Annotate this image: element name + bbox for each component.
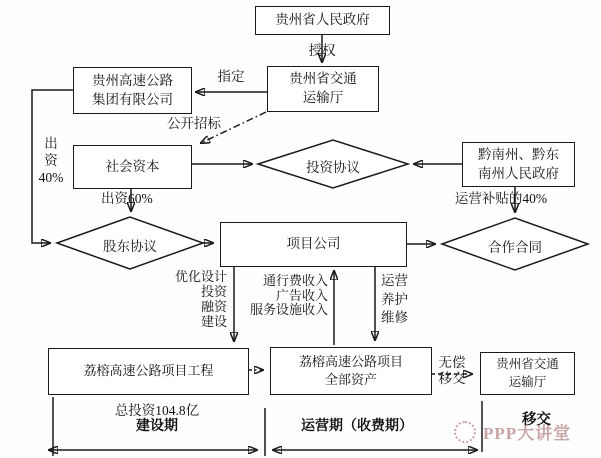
label-total-investment: 总投资104.8亿 [114, 403, 200, 418]
label-construction-period: 建设期 [136, 419, 178, 434]
label-operation-subsidy: 运营补贴的40% [454, 191, 548, 206]
label-designate: 指定 [217, 69, 245, 84]
diamond-label-cooperation-contract: 合作合同 [488, 240, 542, 255]
watermark-text: PPP大讲堂 [483, 424, 572, 443]
diamond-label-investment-agreement: 投资协议 [306, 160, 360, 175]
label-fund-60: 出资60% [101, 191, 153, 206]
watermark [454, 419, 571, 444]
node-project-assets: 荔榕高速公路项目 全部资产 [270, 347, 432, 395]
label-public-bidding: 公开招标 [167, 116, 221, 131]
node-transport-dept-bottom: 贵州省交通 运输厅 [480, 352, 575, 395]
node-project-company: 项目公司 [220, 222, 407, 267]
node-transport-dept-top: 贵州省交通 运输厅 [267, 66, 379, 112]
node-project-works: 荔榕高速公路项目工程 [48, 348, 249, 395]
label-authorize: 授权 [308, 43, 336, 58]
label-free-transfer: 无偿 移交 [438, 355, 466, 386]
node-provincial-government: 贵州省人民政府 [255, 6, 390, 35]
label-transfer: 移交 [522, 412, 551, 428]
label-fund-40: 出 资 40% [38, 136, 64, 185]
label-operation-period: 运营期（收费期） [301, 419, 413, 434]
label-revenues: 通行费收入 广告收入 服务设施收入 [249, 273, 328, 317]
node-group-company: 贵州高速公路 集团有限公司 [73, 67, 192, 114]
diamond-label-shareholder-agreement: 股东协议 [103, 239, 157, 254]
label-duties-construction: 优化设计 投资 融资 建设 [174, 269, 227, 329]
label-duties-operation: 运营 养护 维修 [381, 273, 408, 325]
megaphone-logo-icon [454, 421, 476, 443]
node-qiannan-government: 黔南州、黔东 南州人民政府 [462, 142, 575, 187]
node-social-capital: 社会资本 [73, 145, 192, 189]
